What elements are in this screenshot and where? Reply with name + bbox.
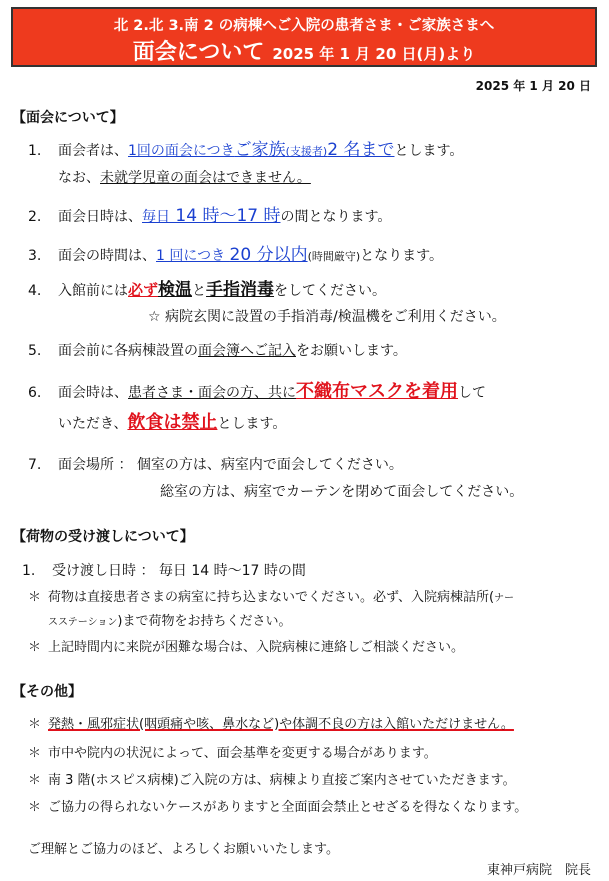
- closing-text: ご理解とご協力のほど、よろしくお願いいたします。: [28, 842, 339, 857]
- section-heading-luggage: 【荷物の受け渡しについて】: [12, 529, 194, 545]
- visiting-item-4-note: ☆ 病院玄関に設置の手指消毒/検温機をご利用ください。: [148, 309, 506, 325]
- banner-title: 面会について: [132, 40, 265, 65]
- luggage-item-1: 1. 受け渡し日時 ： 毎日 14 時～17 時の間: [22, 563, 306, 579]
- visiting-item-3: 3. 面会の時間は、1 回につき 20 分以内(時間厳守)となります。: [28, 245, 444, 265]
- visiting-item-1-note: なお、未就学児童の面会はできません。: [58, 170, 311, 186]
- luggage-note-1: ＊ 荷物は直接患者さまの病室に持ち込まないでください。必ず、入院病棟詰所(ナー: [28, 590, 515, 605]
- section-heading-other: 【その他】: [12, 684, 82, 700]
- visiting-item-7: 7. 面会場所 ： 個室の方は、病室内で面会してください。: [28, 457, 403, 473]
- section-heading-visiting: 【面会について】: [12, 110, 124, 126]
- luggage-note-1-cont: スステーション)まで荷物をお持ちください。: [48, 614, 292, 629]
- other-item-2: ＊ 市中や院内の状況によって、面会基準を変更する場合があります。: [28, 746, 437, 761]
- header-banner: [11, 7, 597, 67]
- visiting-item-6-cont: いただき、飲食は禁止とします。: [58, 412, 287, 433]
- luggage-note-2: ＊ 上記時間内に来院が困難な場合は、入院病棟に連絡しご相談ください。: [28, 640, 465, 655]
- other-item-3: ＊ 南 3 階(ホスピス病棟)ご入院の方は、病棟より直接ご案内させていただきます。: [28, 773, 516, 788]
- banner-title-line: [13, 35, 595, 66]
- banner-effective-date: 2025 年 1 月 20 日(月)より: [272, 45, 476, 63]
- other-item-4: ＊ ご協力の得られないケースがありますと全面面会禁止とせざるを得なくなります。: [28, 800, 528, 815]
- visiting-item-5: 5. 面会前に各病棟設置の面会簿へご記入をお願いします。: [28, 343, 407, 359]
- signature: 東神戸病院 院長: [486, 863, 591, 878]
- visiting-item-6: 6. 面会時は、患者さま・面会の方、共に不織布マスクを着用して: [28, 381, 486, 402]
- other-item-1: ＊ 発熱・風邪症状(咽頭痛や咳、鼻水など)や体調不良の方は入館いただけません。: [28, 717, 514, 732]
- banner-subtitle: 北 2.北 3.南 2 の病棟へご入院の患者さま・ご家族さまへ: [113, 18, 495, 34]
- issue-date: 2025 年 1 月 20 日: [475, 79, 591, 93]
- visiting-item-1: 1. 面会者は、1回の面会につきご家族(支援者)2 名までとします。: [28, 140, 464, 160]
- visiting-item-7-cont: 総室の方は、病室でカーテンを閉めて面会してください。: [160, 484, 524, 500]
- visiting-item-2: 2. 面会日時は、毎日 14 時～17 時の間となります。: [28, 206, 392, 226]
- visiting-item-4: 4. 入館前には必ず検温と手指消毒をしてください。: [28, 280, 387, 300]
